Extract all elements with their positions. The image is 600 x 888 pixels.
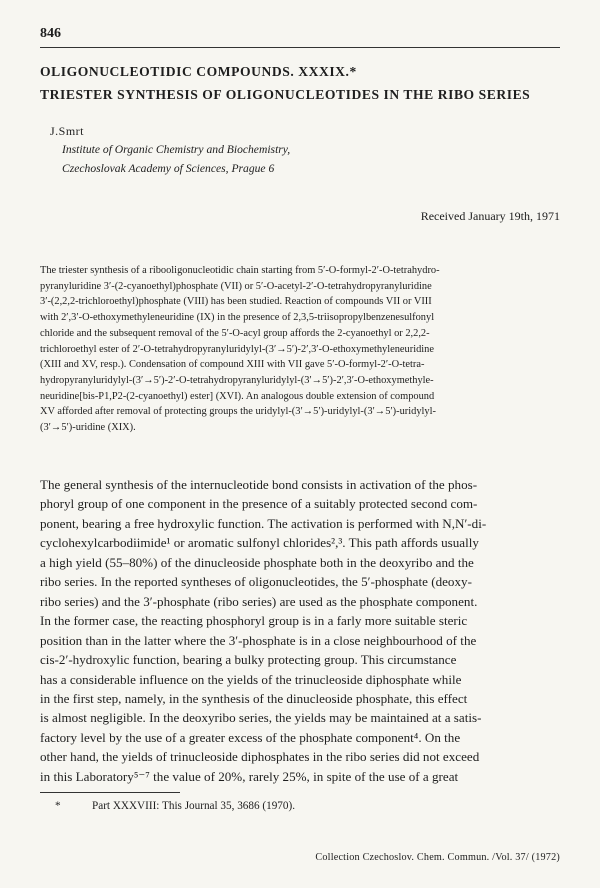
received-date: Received January 19th, 1971 bbox=[420, 209, 560, 223]
abstract-line: (3′→5′)-uridine (XIX). bbox=[40, 422, 136, 434]
journal-footer: Collection Czechoslov. Chem. Commun. /Vol. 37/ (1972) bbox=[315, 852, 560, 863]
body-line: cis-2′-hydroxylic function, bearing a bulky protecting group. This circumstance bbox=[40, 652, 457, 668]
header-rule bbox=[40, 47, 560, 48]
body-text bbox=[40, 475, 562, 786]
body-line: The general synthesis of the internucleotide bond consists in activation of the phos- bbox=[40, 477, 478, 492]
body-line: position than in the latter where the 3′-phosphate is in a close neighbourhood of the bbox=[40, 632, 477, 648]
abstract-line: The triester synthesis of a ribooligonucleotidic chain starting from 5′-O-formyl-2′-O-tetrahydro- bbox=[40, 265, 440, 276]
article-title-line-2: TRIESTER SYNTHESIS OF OLIGONUCLEOTIDES IN THE RIBO SERIES bbox=[40, 87, 531, 102]
body-line: phoryl group of one component in the presence of a suitably protected second com- bbox=[40, 496, 478, 512]
abstract-line: XV afforded after removal of protecting groups the uridylyl-(3′→5′)-uridylyl-(3′→5′)-uridylyl- bbox=[40, 406, 436, 418]
body-line: has a considerable influence on the yields of the trinucleoside diphosphate while bbox=[40, 671, 462, 687]
abstract-line: hydropyranyluridylyl-(3′→5′)-2′-O-tetrahydropyranyluridylyl-(3′→5′)-2′,3′-O-ethoxymethyle- bbox=[40, 374, 434, 386]
body-line: ponent, bearing a free hydroxylic function. The activation is performed with N,N′-di- bbox=[40, 515, 487, 531]
body-line: other hand, the yields of trinucleoside diphosphates in the ribo series did not exceed bbox=[40, 749, 480, 765]
abstract-line: with 2′,3′-O-ethoxymethyleneuridine (IX) in the presence of 2,3,5-triisopropylbenzenesulfonyl bbox=[40, 312, 435, 324]
body-line: in the first step, namely, in the synthesis of the dinucleoside phosphate, this effect bbox=[40, 690, 468, 706]
article-title-line-1: OLIGONUCLEOTIDIC COMPOUNDS. XXXIX.* bbox=[40, 64, 357, 79]
body-line: cyclohexylcarbodiimide¹ or aromatic sulfonyl chlorides²,³. This path affords usually bbox=[40, 535, 479, 551]
footnote-marker: * bbox=[55, 800, 61, 812]
abstract bbox=[40, 263, 562, 436]
body-line: a high yield (55–80%) of the dinucleoside phosphate both in the deoxyribo and the bbox=[40, 554, 474, 570]
abstract-line: 3′-(2,2,2-trichloroethyl)phosphate (VIII) has been studied. Reaction of compounds VII or VIII bbox=[40, 296, 432, 308]
body-line: In the former case, the reacting phosphoryl group is in a farly more suitable steric bbox=[40, 613, 468, 629]
footnote-rule bbox=[40, 792, 180, 793]
body-line: ribo series) and the 3′-phosphate (ribo series) are used as the phosphate component. bbox=[40, 593, 478, 609]
abstract-line: chloride and the subsequent removal of the 5′-O-acyl group affords the 2-cyanoethyl or 2,2,2- bbox=[40, 327, 430, 339]
body-line: in this Laboratory⁵⁻⁷ the value of 20%, rarely 25%, in spite of the use of a great bbox=[40, 768, 459, 784]
author: J.Smrt bbox=[50, 124, 85, 138]
abstract-line: neuridine[bis-P1,P2-(2-cyanoethyl) ester] (XVI). An analogous double extension of compound bbox=[40, 390, 435, 402]
page-number: 846 bbox=[40, 26, 61, 41]
affiliation-line-1: Institute of Organic Chemistry and Biochemistry, bbox=[62, 143, 291, 156]
body-line: ribo series. In the reported syntheses of oligonucleotides, the 5′-phosphate (deoxy- bbox=[40, 574, 472, 590]
footnote-text: Part XXXVIII: This Journal 35, 3686 (1970). bbox=[92, 800, 296, 812]
abstract-line: (XIII and XV, resp.). Condensation of compound XIII with VII gave 5′-O-formyl-2′-O-tetra- bbox=[40, 359, 425, 371]
abstract-line: trichloroethyl ester of 2′-O-tetrahydropyranyluridylyl-(3′→5′)-2′,3′-O-ethoxymethyleneuridine bbox=[40, 343, 434, 355]
affiliation-line-2: Czechoslovak Academy of Sciences, Prague 6 bbox=[62, 162, 275, 175]
abstract-line: pyranyluridine 3′-(2-cyanoethyl)phosphate (VII) or 5′-O-acetyl-2′-O-tetrahydropyranyluridine bbox=[40, 280, 432, 292]
body-line: is almost negligible. In the deoxyribo series, the yields may be maintained at a satis- bbox=[40, 710, 482, 726]
body-line: factory level by the use of a greater excess of the phosphate component⁴. On the bbox=[40, 729, 461, 745]
